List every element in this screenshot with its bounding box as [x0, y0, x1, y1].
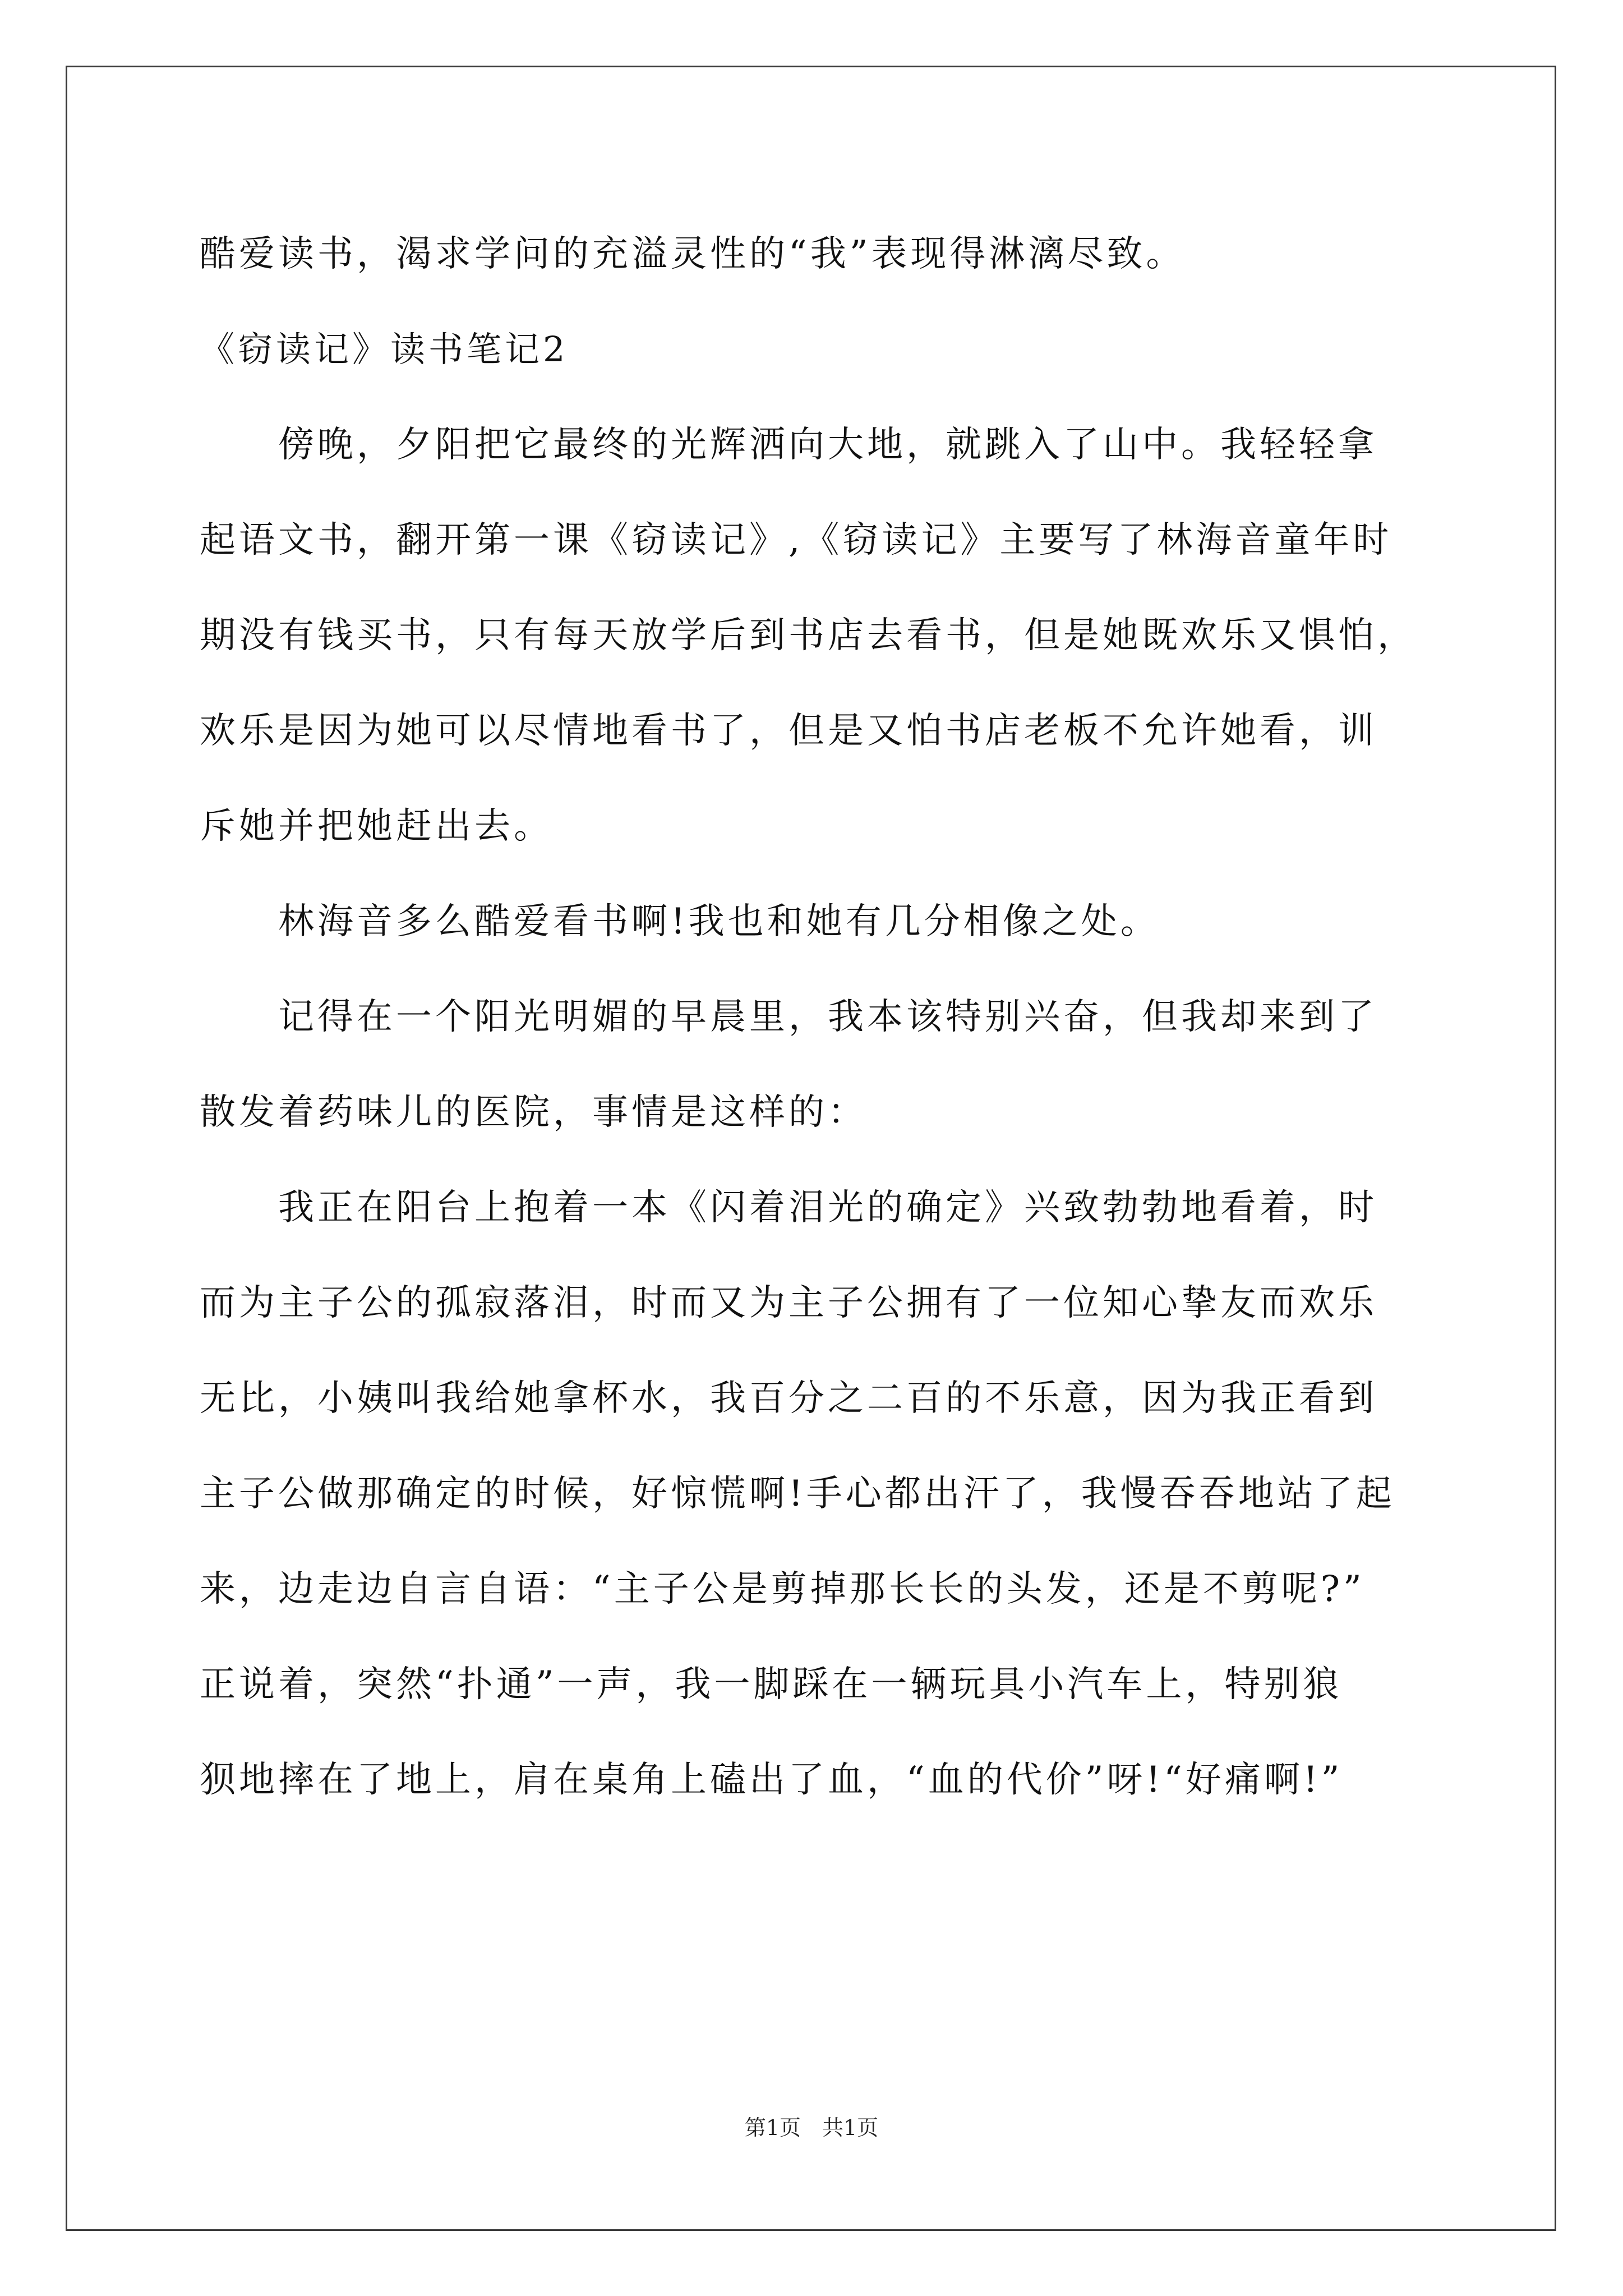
text-line: 散发着药味儿的医院，事情是这样的：	[200, 1092, 867, 1133]
text-line: 无比，小姨叫我给她拿杯水，我百分之二百的不乐意，因为我正看到	[200, 1378, 1377, 1419]
document-body	[200, 206, 1433, 1828]
page-footer: 第1页 共1页	[744, 2115, 879, 2140]
text-line: 而为主子公的孤寂落泪，时而又为主子公拥有了一位知心挚友而欢乐	[200, 1282, 1377, 1324]
text-line: 期没有钱买书，只有每天放学后到书店去看书，但是她既欢乐又惧怕，	[200, 615, 1417, 656]
text-line: 狈地摔在了地上，肩在桌角上磕出了血，“血的代价”呀!“好痛啊!”	[200, 1759, 1343, 1801]
text-line: 欢乐是因为她可以尽情地看书了，但是又怕书店老板不允许她看，训	[200, 710, 1377, 752]
text-line: 酷爱读书，渴求学问的充溢灵性的“我”表现得淋漓尽致。	[200, 233, 1186, 275]
text-line: 主子公做那确定的时候，好惊慌啊!手心都出汗了，我慢吞吞地站了起	[200, 1473, 1395, 1515]
text-line: 起语文书，翻开第一课《窃读记》,《窃读记》主要写了林海音童年时	[200, 519, 1393, 561]
text-line: 林海音多么酷爱看书啊!我也和她有几分相像之处。	[200, 901, 1160, 942]
section-title: 《窃读记》读书笔记2	[200, 329, 569, 370]
text-line: 来，边走边自言自语：“主子公是剪掉那长长的头发，还是不剪呢?”	[200, 1568, 1365, 1610]
text-line: 我正在阳台上抱着一本《闪着泪光的确定》兴致勃勃地看着，时	[200, 1187, 1377, 1228]
text-line: 斥她并把她赶出去。	[200, 806, 553, 847]
text-line: 傍晚，夕阳把它最终的光辉洒向大地，就跳入了山中。我轻轻拿	[200, 424, 1377, 466]
text-line: 记得在一个阳光明媚的早晨里，我本该特别兴奋，但我却来到了	[200, 996, 1377, 1038]
text-line: 正说着，突然“扑通”一声，我一脚踩在一辆玩具小汽车上，特别狼	[200, 1664, 1343, 1705]
